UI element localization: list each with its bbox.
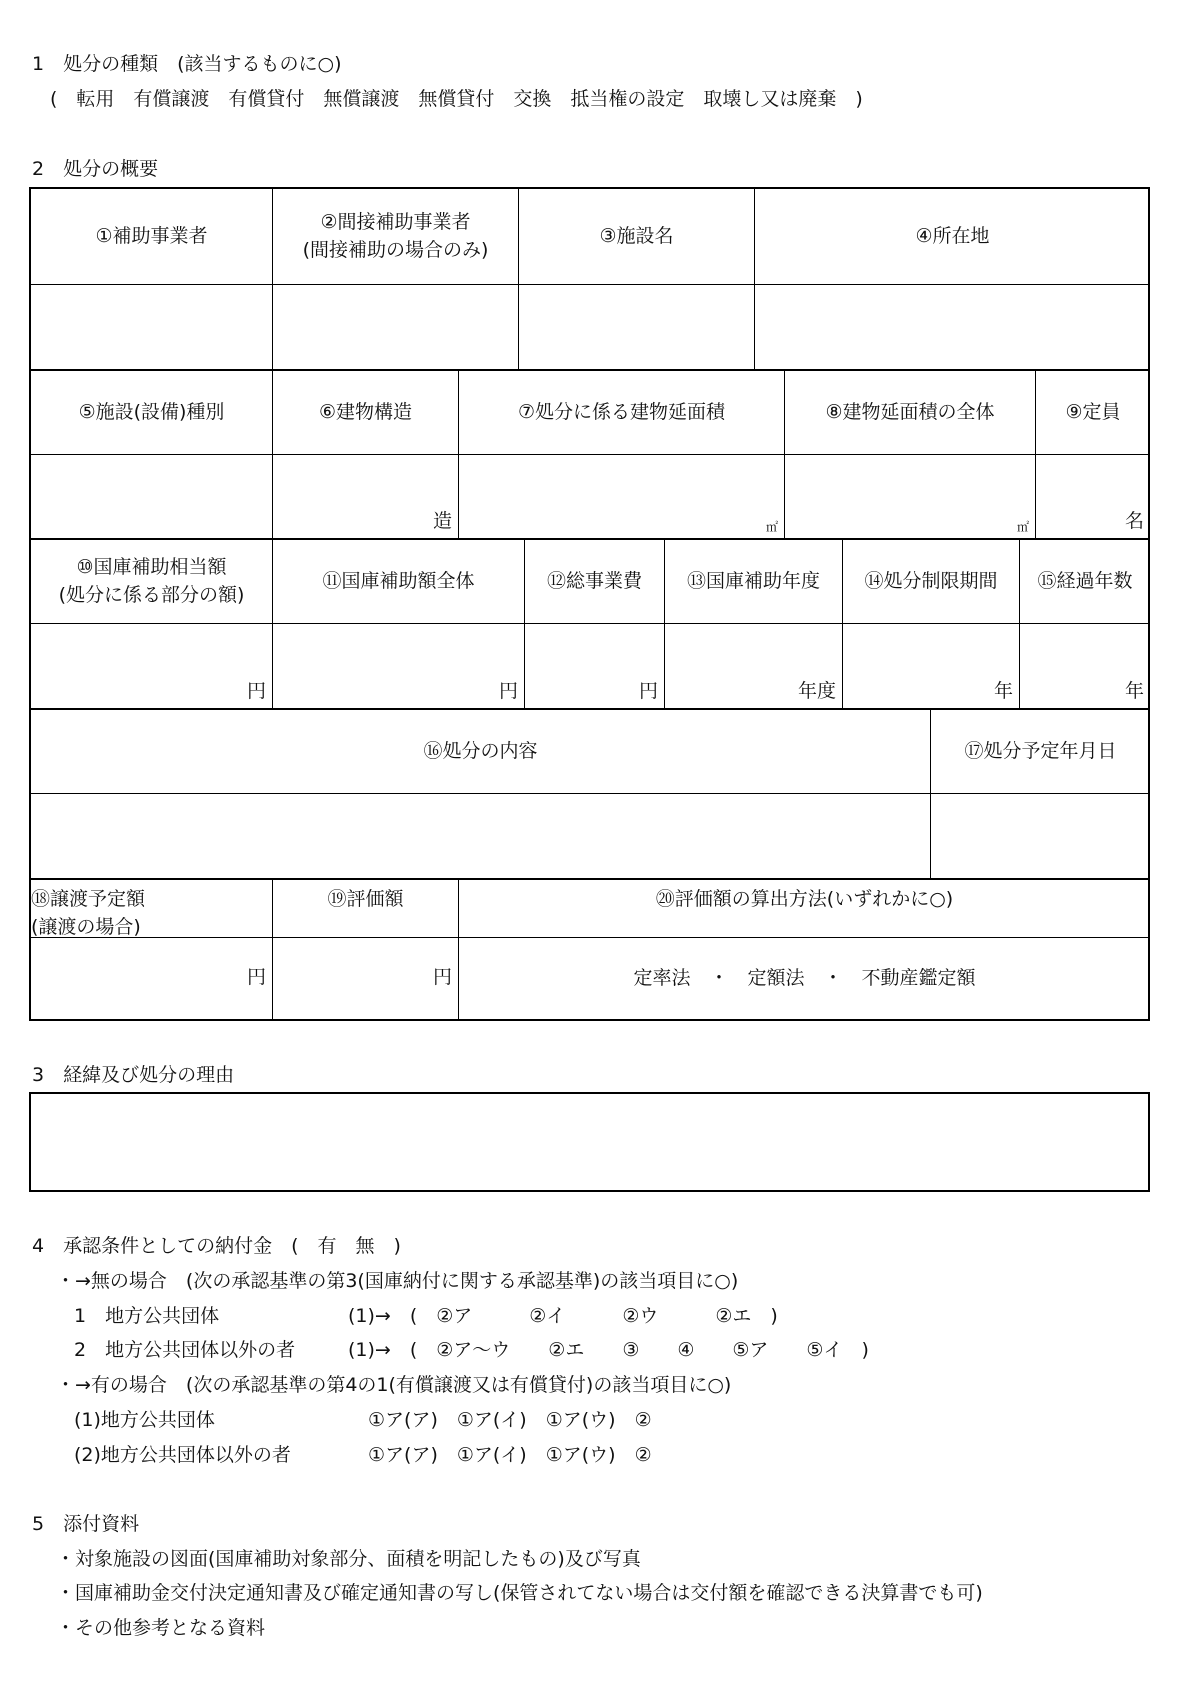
yes-2-options[interactable]: ①ア(ア) ①ア(イ) ①ア(ウ) ②	[368, 1444, 652, 1466]
header-facility-type	[31, 371, 273, 455]
unit: 円	[246, 680, 266, 703]
attachment-item: ・その他参考となる資料	[56, 1617, 266, 1639]
input-indirect-operator[interactable]	[273, 285, 519, 369]
label: ⑤施設(設備)種別	[78, 400, 225, 423]
reason-input-box[interactable]	[29, 1092, 1150, 1192]
unit: 名	[1124, 510, 1144, 533]
label: ⑲評価額	[327, 888, 404, 910]
input-disposal-floor-area[interactable]	[459, 455, 785, 538]
input-transfer-amount[interactable]	[31, 938, 273, 1019]
label: ⑦処分に係る建物延面積	[517, 400, 726, 423]
unit: ㎡	[1016, 519, 1029, 534]
header-national-subsidy-total	[273, 540, 525, 624]
input-elapsed-years[interactable]	[1020, 624, 1150, 708]
section1-heading: 1 処分の種類 (該当するものに○)	[32, 53, 342, 75]
yes-1-label: (1)地方公共団体	[74, 1409, 215, 1431]
label: ⑩国庫補助相当額	[76, 555, 227, 578]
input-location[interactable]	[755, 285, 1150, 369]
none-2-label: 2 地方公共団体以外の者	[74, 1339, 296, 1361]
header-valuation-method	[459, 880, 1150, 938]
label: ④所在地	[915, 224, 990, 247]
unit: 年度	[797, 680, 836, 703]
none-case-line: ・→無の場合 (次の承認基準の第3(国庫納付に関する承認基準)の該当項目に○)	[56, 1270, 739, 1292]
label-note: (処分に係る部分の額)	[58, 583, 245, 606]
label: ①補助事業者	[95, 224, 208, 247]
label: ⑮経過年数	[1037, 569, 1133, 592]
input-facility-type[interactable]	[31, 455, 273, 538]
label-note: (間接補助の場合のみ)	[302, 238, 489, 261]
label: ⑨定員	[1065, 400, 1121, 423]
input-total-project-cost[interactable]	[525, 624, 665, 708]
input-valuation[interactable]	[273, 938, 459, 1019]
header-disposal-floor-area	[459, 371, 785, 455]
header-disposal-content	[31, 710, 931, 794]
header-valuation	[273, 880, 459, 938]
input-disposal-date[interactable]	[931, 794, 1150, 878]
input-national-subsidy-equivalent[interactable]	[31, 624, 273, 708]
input-disposal-content[interactable]	[31, 794, 931, 878]
unit: ㎡	[765, 519, 778, 534]
header-total-floor-area	[785, 371, 1036, 455]
attachment-item: ・国庫補助金交付決定通知書及び確定通知書の写し(保管されてない場合は交付額を確認できる決算書でも可)	[56, 1582, 983, 1604]
header-location	[755, 189, 1150, 285]
header-structure	[273, 371, 459, 455]
label: ⑥建物構造	[318, 400, 413, 423]
section3-heading: 3 経緯及び処分の理由	[32, 1064, 235, 1086]
label: ⑧建物延面積の全体	[825, 400, 995, 423]
input-structure[interactable]	[273, 455, 459, 538]
unit: 円	[432, 965, 452, 988]
header-national-subsidy-equivalent	[31, 540, 273, 624]
header-transfer-amount	[31, 880, 273, 938]
unit: 円	[638, 680, 658, 703]
label: ⑭処分制限期間	[864, 569, 998, 592]
label: ⑫総事業費	[546, 569, 642, 592]
unit: 円	[246, 965, 266, 988]
header-total-project-cost	[525, 540, 665, 624]
input-restriction-period[interactable]	[843, 624, 1020, 708]
label: ③施設名	[599, 224, 674, 247]
section4-heading[interactable]: 4 承認条件としての納付金 ( 有 無 )	[32, 1235, 401, 1257]
label: ⑱譲渡予定額	[31, 888, 146, 910]
unit: 年	[993, 680, 1013, 703]
label: ⑳評価額の算出方法(いずれかに○)	[655, 888, 954, 910]
unit: 造	[432, 510, 452, 533]
input-facility-name[interactable]	[519, 285, 755, 369]
section2-heading: 2 処分の概要	[32, 158, 159, 180]
label: ⑬国庫補助年度	[686, 569, 820, 592]
header-facility-name	[519, 189, 755, 285]
header-disposal-date	[931, 710, 1150, 794]
none-1-label: 1 地方公共団体	[74, 1305, 220, 1327]
header-restriction-period	[843, 540, 1020, 624]
header-elapsed-years	[1020, 540, 1150, 624]
input-capacity[interactable]	[1036, 455, 1150, 538]
yes-1-options[interactable]: ①ア(ア) ①ア(イ) ①ア(ウ) ②	[368, 1409, 652, 1431]
valuation-method-options[interactable]	[459, 938, 1150, 1019]
input-total-floor-area[interactable]	[785, 455, 1036, 538]
header-subsidy-year	[665, 540, 843, 624]
disposal-summary-table	[29, 187, 1150, 1021]
input-subsidy-year[interactable]	[665, 624, 843, 708]
label: ⑯処分の内容	[423, 739, 538, 762]
header-subsidy-operator	[31, 189, 273, 285]
unit: 円	[498, 680, 518, 703]
input-subsidy-operator[interactable]	[31, 285, 273, 369]
input-national-subsidy-total[interactable]	[273, 624, 525, 708]
yes-2-label: (2)地方公共団体以外の者	[74, 1444, 291, 1466]
yes-case-line: ・→有の場合 (次の承認基準の第4の1(有償譲渡又は有償貸付)の該当項目に○)	[56, 1374, 732, 1396]
header-indirect-operator	[273, 189, 519, 285]
none-2-options[interactable]: (1)→ ( ②ア～ウ ②エ ③ ④ ⑤ア ⑤イ )	[348, 1339, 869, 1361]
label-note: (譲渡の場合)	[31, 915, 141, 938]
label: ⑪国庫補助額全体	[322, 569, 475, 592]
disposal-types[interactable]: ( 転用 有償譲渡 有償貸付 無償譲渡 無償貸付 交換 抵当権の設定 取壊し又は廃棄 )	[50, 88, 863, 110]
attachment-item: ・対象施設の図面(国庫補助対象部分、面積を明記したもの)及び写真	[56, 1548, 641, 1570]
section5-heading: 5 添付資料	[32, 1513, 140, 1535]
header-capacity	[1036, 371, 1150, 455]
method-choices[interactable]: 定率法 ・ 定額法 ・ 不動産鑑定額	[633, 966, 976, 989]
unit: 年	[1124, 680, 1144, 703]
label: ⑰処分予定年月日	[964, 739, 1117, 762]
label: ②間接補助事業者	[320, 210, 471, 233]
none-1-options[interactable]: (1)→ ( ②ア ②イ ②ウ ②エ )	[348, 1305, 778, 1327]
